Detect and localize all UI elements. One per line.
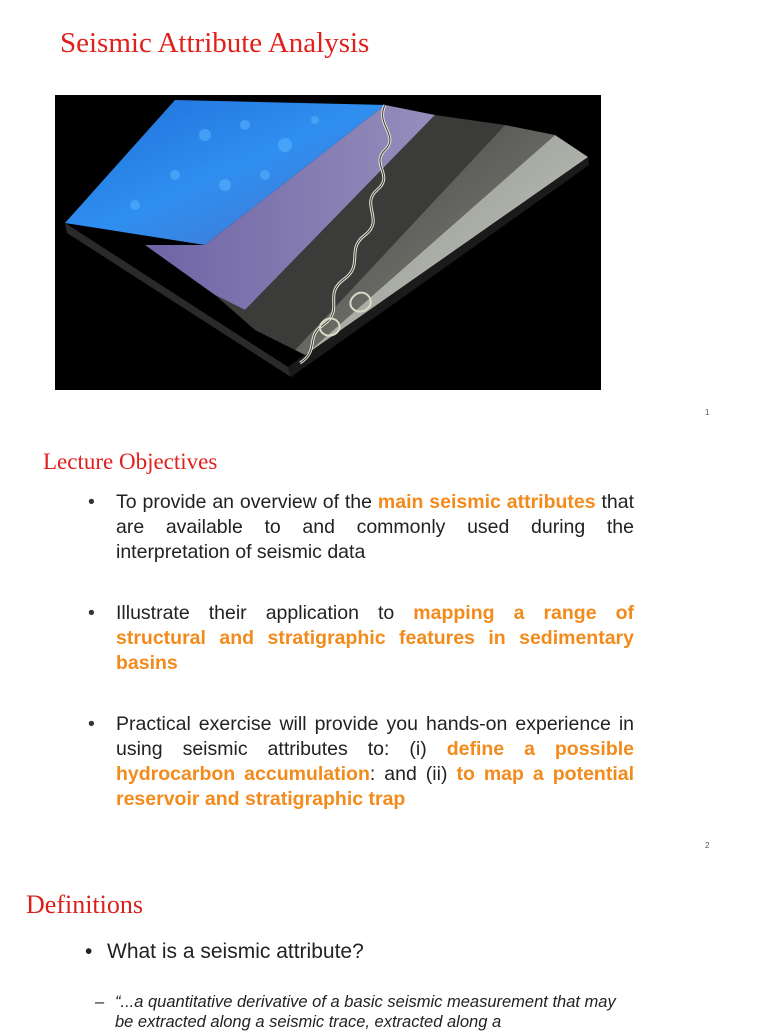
definition-question: • What is a seismic attribute? [85, 938, 645, 966]
bullet-icon: • [88, 602, 95, 624]
dash-icon: – [95, 993, 105, 1011]
slide-2-title: Lecture Objectives [43, 449, 218, 474]
objective-item: • Practical exercise will provide you hands-on experience in using seismic attributes to: (i) define a possible hydrocarbon accumulation: and (ii) to map a potential reservoir and stratigraphic trap [88, 713, 635, 810]
page-number-2: 2 [705, 841, 710, 850]
slide-1-title: Seismic Attribute Analysis [60, 27, 370, 59]
objective-item: • Illustrate their application to mapping a range of structural and stratigraphic features in sedimentary basins [88, 602, 634, 674]
bullet-icon: • [88, 491, 95, 513]
bullet-icon: • [88, 713, 95, 735]
definition-quote: – “...a quantitative derivative of a basic seismic measurement that may be extracted along a seismic trace, extracted along a [95, 993, 616, 1031]
page-number-1: 1 [705, 408, 710, 417]
objectives-list [88, 490, 634, 848]
slide-3-title: Definitions [26, 890, 143, 919]
bullet-icon: • [85, 940, 93, 963]
objective-item: • To provide an overview of the main seismic attributes that are available to and commonly used during the interpretation of seismic data [88, 491, 635, 563]
definitions-list [85, 938, 645, 966]
seismic-attribute-image [55, 95, 601, 390]
